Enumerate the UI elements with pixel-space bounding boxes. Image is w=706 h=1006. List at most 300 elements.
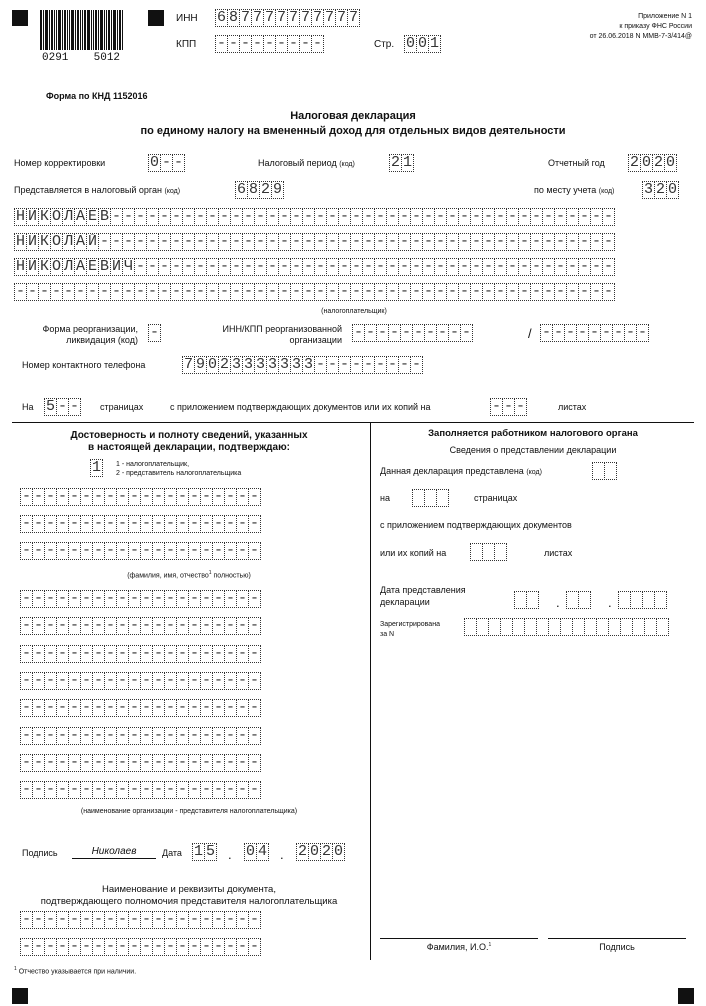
digit-cell[interactable]: - bbox=[351, 356, 361, 373]
digit-cell[interactable]: 3 bbox=[303, 356, 313, 373]
digit-cell[interactable]: - bbox=[387, 356, 397, 373]
empty-cell[interactable]: - bbox=[237, 754, 247, 771]
digit-cell[interactable]: 2 bbox=[629, 154, 639, 171]
digit-cell[interactable]: - bbox=[637, 324, 647, 341]
correction-cells[interactable] bbox=[148, 154, 184, 172]
empty-cell[interactable]: - bbox=[33, 645, 43, 662]
empty-cell[interactable]: - bbox=[21, 617, 31, 634]
phone-cells[interactable] bbox=[182, 356, 422, 374]
digit-cell[interactable]: - bbox=[399, 356, 409, 373]
digit-cell[interactable]: - bbox=[183, 283, 193, 300]
empty-cell[interactable]: - bbox=[177, 699, 187, 716]
digit-cell[interactable]: - bbox=[543, 233, 553, 250]
digit-cell[interactable]: 0 bbox=[207, 356, 217, 373]
digit-cell[interactable]: - bbox=[183, 233, 193, 250]
empty-cell[interactable]: - bbox=[153, 911, 163, 928]
digit-cell[interactable]: - bbox=[147, 233, 157, 250]
empty-cell[interactable]: - bbox=[57, 617, 67, 634]
empty-cell[interactable]: - bbox=[141, 699, 151, 716]
empty-cell[interactable]: - bbox=[141, 911, 151, 928]
digit-cell[interactable]: - bbox=[613, 324, 623, 341]
digit-cell[interactable]: - bbox=[51, 283, 61, 300]
digit-cell[interactable]: 2 bbox=[321, 843, 331, 860]
empty-cell[interactable]: - bbox=[21, 781, 31, 798]
digit-cell[interactable]: Л bbox=[63, 258, 73, 275]
empty-cell[interactable]: - bbox=[177, 938, 187, 955]
digit-cell[interactable]: 2 bbox=[260, 181, 270, 198]
empty-cell[interactable]: - bbox=[33, 727, 43, 744]
empty-cell[interactable]: - bbox=[117, 938, 127, 955]
empty-cell[interactable]: - bbox=[213, 911, 223, 928]
date-day-cells[interactable] bbox=[192, 843, 216, 861]
digit-cell[interactable]: - bbox=[147, 208, 157, 225]
empty-cell[interactable]: - bbox=[237, 938, 247, 955]
digit-cell[interactable]: 7 bbox=[264, 9, 274, 26]
place-cells[interactable] bbox=[642, 181, 678, 199]
digit-cell[interactable]: - bbox=[515, 398, 525, 415]
empty-cell[interactable]: - bbox=[57, 938, 67, 955]
digit-cell[interactable]: - bbox=[411, 208, 421, 225]
digit-cell[interactable]: - bbox=[507, 258, 517, 275]
empty-cell[interactable]: - bbox=[201, 727, 211, 744]
empty-cell[interactable]: - bbox=[237, 699, 247, 716]
digit-cell[interactable]: - bbox=[288, 35, 298, 52]
empty-cell[interactable]: - bbox=[249, 590, 259, 607]
digit-cell[interactable]: - bbox=[459, 233, 469, 250]
empty-cell[interactable]: - bbox=[57, 727, 67, 744]
digit-cell[interactable]: - bbox=[339, 258, 349, 275]
digit-cell[interactable]: - bbox=[207, 258, 217, 275]
digit-cell[interactable]: 0 bbox=[665, 154, 675, 171]
digit-cell[interactable]: 1 bbox=[429, 35, 439, 52]
empty-cell[interactable]: - bbox=[165, 911, 175, 928]
digit-cell[interactable]: - bbox=[603, 258, 613, 275]
empty-cell[interactable]: - bbox=[33, 911, 43, 928]
empty-cell[interactable]: - bbox=[141, 617, 151, 634]
empty-cell[interactable]: - bbox=[225, 781, 235, 798]
digit-cell[interactable]: - bbox=[135, 258, 145, 275]
empty-cell[interactable]: - bbox=[177, 754, 187, 771]
digit-cell[interactable]: - bbox=[423, 258, 433, 275]
empty-cell[interactable] bbox=[654, 591, 667, 609]
empty-cell[interactable]: - bbox=[201, 488, 211, 505]
digit-cell[interactable]: 1 bbox=[402, 154, 412, 171]
attach-cells[interactable] bbox=[490, 398, 526, 416]
empty-cell[interactable]: - bbox=[69, 781, 79, 798]
empty-cell[interactable]: - bbox=[105, 542, 115, 559]
empty-cell[interactable]: - bbox=[105, 488, 115, 505]
digit-cell[interactable]: - bbox=[99, 283, 109, 300]
digit-cell[interactable]: - bbox=[264, 35, 274, 52]
digit-cell[interactable]: Е bbox=[87, 258, 97, 275]
empty-cell[interactable]: - bbox=[189, 754, 199, 771]
digit-cell[interactable]: - bbox=[449, 324, 459, 341]
taxpayer-row-1[interactable] bbox=[14, 208, 614, 226]
empty-cell[interactable]: - bbox=[57, 488, 67, 505]
digit-cell[interactable]: - bbox=[39, 283, 49, 300]
digit-cell[interactable]: - bbox=[111, 283, 121, 300]
digit-cell[interactable]: 7 bbox=[324, 9, 334, 26]
digit-cell[interactable]: - bbox=[531, 283, 541, 300]
digit-cell[interactable]: - bbox=[363, 283, 373, 300]
digit-cell[interactable]: - bbox=[231, 283, 241, 300]
empty-cell[interactable]: - bbox=[57, 911, 67, 928]
empty-cell[interactable]: - bbox=[129, 911, 139, 928]
empty-cell[interactable]: - bbox=[21, 672, 31, 689]
digit-cell[interactable]: - bbox=[135, 208, 145, 225]
digit-cell[interactable]: - bbox=[589, 324, 599, 341]
empty-cell[interactable]: - bbox=[69, 645, 79, 662]
digit-cell[interactable]: - bbox=[491, 398, 501, 415]
digit-cell[interactable]: - bbox=[135, 233, 145, 250]
digit-cell[interactable]: - bbox=[351, 208, 361, 225]
digit-cell[interactable]: Н bbox=[15, 233, 25, 250]
digit-cell[interactable]: - bbox=[327, 283, 337, 300]
digit-cell[interactable]: - bbox=[461, 324, 471, 341]
empty-cell[interactable]: - bbox=[177, 911, 187, 928]
empty-cell[interactable]: - bbox=[21, 911, 31, 928]
digit-cell[interactable]: - bbox=[495, 283, 505, 300]
year-cells[interactable] bbox=[628, 154, 676, 172]
empty-cell[interactable]: - bbox=[141, 488, 151, 505]
digit-cell[interactable]: - bbox=[231, 208, 241, 225]
empty-cell[interactable]: - bbox=[129, 617, 139, 634]
empty-cell[interactable]: - bbox=[45, 645, 55, 662]
empty-cell[interactable]: - bbox=[189, 672, 199, 689]
digit-cell[interactable]: - bbox=[255, 208, 265, 225]
digit-cell[interactable]: - bbox=[483, 233, 493, 250]
empty-cell[interactable]: - bbox=[117, 754, 127, 771]
empty-cell[interactable]: - bbox=[249, 672, 259, 689]
digit-cell[interactable]: - bbox=[447, 258, 457, 275]
empty-cell[interactable]: - bbox=[141, 515, 151, 532]
date-month-cells[interactable] bbox=[244, 843, 268, 861]
empty-cell[interactable]: - bbox=[213, 542, 223, 559]
digit-cell[interactable]: - bbox=[495, 208, 505, 225]
empty-cell[interactable]: - bbox=[57, 542, 67, 559]
empty-cell[interactable]: - bbox=[237, 727, 247, 744]
empty-cell[interactable]: - bbox=[93, 938, 103, 955]
digit-cell[interactable]: - bbox=[207, 233, 217, 250]
empty-cell[interactable]: - bbox=[201, 754, 211, 771]
empty-cell[interactable]: - bbox=[33, 938, 43, 955]
digit-cell[interactable]: 0 bbox=[245, 843, 255, 860]
empty-cell[interactable]: - bbox=[201, 911, 211, 928]
digit-cell[interactable]: - bbox=[447, 208, 457, 225]
empty-cell[interactable]: - bbox=[249, 727, 259, 744]
empty-cell[interactable]: - bbox=[165, 699, 175, 716]
empty-cell[interactable]: - bbox=[153, 699, 163, 716]
digit-cell[interactable]: - bbox=[135, 283, 145, 300]
reorg-kpp-cells[interactable] bbox=[540, 324, 648, 342]
empty-cell[interactable]: - bbox=[189, 781, 199, 798]
empty-cell[interactable]: - bbox=[81, 754, 91, 771]
empty-cell[interactable]: - bbox=[201, 515, 211, 532]
digit-cell[interactable]: - bbox=[387, 233, 397, 250]
confirm-cells[interactable] bbox=[90, 459, 102, 477]
digit-cell[interactable]: - bbox=[240, 35, 250, 52]
digit-cell[interactable]: - bbox=[555, 233, 565, 250]
digit-cell[interactable]: - bbox=[555, 258, 565, 275]
empty-cell[interactable]: - bbox=[201, 781, 211, 798]
empty-cell[interactable]: - bbox=[33, 542, 43, 559]
reorg-form-cells[interactable] bbox=[148, 324, 160, 342]
digit-cell[interactable]: - bbox=[171, 208, 181, 225]
empty-cell[interactable]: - bbox=[225, 617, 235, 634]
empty-cell[interactable]: - bbox=[141, 590, 151, 607]
digit-cell[interactable]: 1 bbox=[91, 459, 101, 476]
digit-cell[interactable]: - bbox=[435, 258, 445, 275]
empty-cell[interactable]: - bbox=[189, 727, 199, 744]
digit-cell[interactable]: - bbox=[111, 208, 121, 225]
empty-cell[interactable]: - bbox=[129, 488, 139, 505]
empty-cell[interactable]: - bbox=[153, 515, 163, 532]
digit-cell[interactable]: 4 bbox=[257, 843, 267, 860]
digit-cell[interactable]: 7 bbox=[183, 356, 193, 373]
empty-cell[interactable]: - bbox=[225, 488, 235, 505]
digit-cell[interactable]: - bbox=[377, 324, 387, 341]
digit-cell[interactable]: - bbox=[303, 258, 313, 275]
empty-cell[interactable]: - bbox=[45, 911, 55, 928]
digit-cell[interactable]: - bbox=[567, 258, 577, 275]
digit-cell[interactable]: - bbox=[399, 283, 409, 300]
digit-cell[interactable]: - bbox=[577, 324, 587, 341]
empty-cell[interactable]: - bbox=[189, 699, 199, 716]
digit-cell[interactable]: 2 bbox=[297, 843, 307, 860]
digit-cell[interactable]: 3 bbox=[231, 356, 241, 373]
empty-cell[interactable]: - bbox=[81, 488, 91, 505]
digit-cell[interactable]: - bbox=[387, 258, 397, 275]
digit-cell[interactable]: - bbox=[27, 283, 37, 300]
signature-value[interactable]: Николаев bbox=[72, 846, 156, 859]
empty-cell[interactable]: - bbox=[237, 911, 247, 928]
digit-cell[interactable]: - bbox=[519, 208, 529, 225]
digit-cell[interactable]: - bbox=[555, 208, 565, 225]
org-row-2[interactable] bbox=[20, 617, 260, 635]
digit-cell[interactable]: - bbox=[279, 258, 289, 275]
empty-cell[interactable]: - bbox=[213, 488, 223, 505]
digit-cell[interactable]: В bbox=[99, 208, 109, 225]
digit-cell[interactable]: 1 bbox=[193, 843, 203, 860]
digit-cell[interactable]: - bbox=[531, 258, 541, 275]
digit-cell[interactable]: - bbox=[543, 258, 553, 275]
digit-cell[interactable]: 3 bbox=[643, 181, 653, 198]
empty-cell[interactable]: - bbox=[249, 699, 259, 716]
digit-cell[interactable]: А bbox=[75, 258, 85, 275]
empty-cell[interactable]: - bbox=[105, 617, 115, 634]
digit-cell[interactable]: - bbox=[351, 283, 361, 300]
digit-cell[interactable]: - bbox=[312, 35, 322, 52]
empty-cell[interactable]: - bbox=[69, 617, 79, 634]
org-row-7[interactable] bbox=[20, 754, 260, 772]
org-row-4[interactable] bbox=[20, 672, 260, 690]
empty-cell[interactable]: - bbox=[21, 488, 31, 505]
digit-cell[interactable]: - bbox=[603, 233, 613, 250]
right-date-year[interactable] bbox=[618, 591, 666, 609]
digit-cell[interactable]: - bbox=[567, 283, 577, 300]
digit-cell[interactable]: - bbox=[483, 258, 493, 275]
empty-cell[interactable]: - bbox=[45, 515, 55, 532]
digit-cell[interactable]: - bbox=[401, 324, 411, 341]
empty-cell[interactable]: - bbox=[33, 699, 43, 716]
digit-cell[interactable]: - bbox=[267, 233, 277, 250]
page-cells[interactable] bbox=[404, 35, 440, 53]
empty-cell[interactable]: - bbox=[237, 590, 247, 607]
digit-cell[interactable]: - bbox=[459, 283, 469, 300]
org-row-1[interactable] bbox=[20, 590, 260, 608]
empty-cell[interactable]: - bbox=[21, 938, 31, 955]
digit-cell[interactable]: 7 bbox=[288, 9, 298, 26]
empty-cell[interactable]: - bbox=[129, 727, 139, 744]
digit-cell[interactable]: - bbox=[591, 258, 601, 275]
digit-cell[interactable]: - bbox=[303, 283, 313, 300]
empty-cell[interactable]: - bbox=[237, 542, 247, 559]
empty-cell[interactable]: - bbox=[249, 617, 259, 634]
digit-cell[interactable]: К bbox=[39, 208, 49, 225]
digit-cell[interactable]: - bbox=[243, 258, 253, 275]
digit-cell[interactable]: - bbox=[435, 208, 445, 225]
digit-cell[interactable]: - bbox=[471, 208, 481, 225]
empty-cell[interactable]: - bbox=[81, 781, 91, 798]
empty-cell[interactable]: - bbox=[225, 727, 235, 744]
digit-cell[interactable]: - bbox=[531, 233, 541, 250]
digit-cell[interactable]: - bbox=[601, 324, 611, 341]
digit-cell[interactable]: - bbox=[327, 208, 337, 225]
digit-cell[interactable]: - bbox=[183, 208, 193, 225]
empty-cell[interactable]: - bbox=[213, 754, 223, 771]
empty-cell[interactable]: - bbox=[153, 488, 163, 505]
digit-cell[interactable]: - bbox=[519, 233, 529, 250]
digit-cell[interactable]: - bbox=[399, 208, 409, 225]
digit-cell[interactable]: - bbox=[279, 208, 289, 225]
empty-cell[interactable] bbox=[604, 462, 617, 480]
empty-cell[interactable]: - bbox=[153, 645, 163, 662]
empty-cell[interactable]: - bbox=[237, 781, 247, 798]
empty-cell[interactable]: - bbox=[165, 617, 175, 634]
empty-cell[interactable]: - bbox=[33, 781, 43, 798]
empty-cell[interactable]: - bbox=[69, 590, 79, 607]
reorg-inn-cells[interactable] bbox=[352, 324, 472, 342]
digit-cell[interactable]: - bbox=[315, 258, 325, 275]
digit-cell[interactable]: - bbox=[243, 208, 253, 225]
digit-cell[interactable]: - bbox=[351, 233, 361, 250]
empty-cell[interactable]: - bbox=[69, 672, 79, 689]
digit-cell[interactable]: - bbox=[519, 283, 529, 300]
digit-cell[interactable]: - bbox=[216, 35, 226, 52]
digit-cell[interactable]: - bbox=[75, 283, 85, 300]
empty-cell[interactable]: - bbox=[105, 938, 115, 955]
digit-cell[interactable]: - bbox=[591, 208, 601, 225]
digit-cell[interactable]: - bbox=[351, 258, 361, 275]
digit-cell[interactable]: - bbox=[123, 208, 133, 225]
digit-cell[interactable]: - bbox=[15, 283, 25, 300]
digit-cell[interactable]: 2 bbox=[390, 154, 400, 171]
digit-cell[interactable]: - bbox=[387, 283, 397, 300]
digit-cell[interactable]: - bbox=[543, 283, 553, 300]
empty-cell[interactable]: - bbox=[153, 617, 163, 634]
digit-cell[interactable]: 5 bbox=[45, 398, 55, 415]
empty-cell[interactable]: - bbox=[237, 617, 247, 634]
empty-cell[interactable]: - bbox=[105, 727, 115, 744]
empty-cell[interactable]: - bbox=[129, 590, 139, 607]
digit-cell[interactable]: 3 bbox=[243, 356, 253, 373]
digit-cell[interactable]: - bbox=[437, 324, 447, 341]
empty-cell[interactable]: - bbox=[105, 911, 115, 928]
digit-cell[interactable]: - bbox=[228, 35, 238, 52]
digit-cell[interactable]: О bbox=[51, 208, 61, 225]
digit-cell[interactable]: - bbox=[507, 208, 517, 225]
digit-cell[interactable]: - bbox=[159, 233, 169, 250]
digit-cell[interactable]: И bbox=[111, 258, 121, 275]
fio-row-2[interactable] bbox=[20, 515, 260, 533]
empty-cell[interactable] bbox=[526, 591, 539, 609]
digit-cell[interactable]: - bbox=[327, 233, 337, 250]
kpp-cells[interactable] bbox=[215, 35, 323, 53]
empty-cell[interactable]: - bbox=[177, 488, 187, 505]
digit-cell[interactable]: - bbox=[195, 283, 205, 300]
digit-cell[interactable]: - bbox=[387, 208, 397, 225]
empty-cell[interactable]: - bbox=[117, 911, 127, 928]
digit-cell[interactable]: - bbox=[255, 283, 265, 300]
empty-cell[interactable]: - bbox=[141, 754, 151, 771]
empty-cell[interactable]: - bbox=[93, 515, 103, 532]
empty-cell[interactable]: - bbox=[93, 617, 103, 634]
digit-cell[interactable]: К bbox=[39, 233, 49, 250]
digit-cell[interactable]: - bbox=[363, 233, 373, 250]
digit-cell[interactable]: - bbox=[123, 233, 133, 250]
digit-cell[interactable]: О bbox=[51, 233, 61, 250]
empty-cell[interactable]: - bbox=[249, 645, 259, 662]
tax-authority-cells[interactable] bbox=[235, 181, 283, 199]
empty-cell[interactable]: - bbox=[177, 617, 187, 634]
digit-cell[interactable]: - bbox=[363, 258, 373, 275]
empty-cell[interactable]: - bbox=[165, 781, 175, 798]
empty-cell[interactable]: - bbox=[105, 672, 115, 689]
empty-cell[interactable] bbox=[494, 543, 507, 561]
empty-cell[interactable]: - bbox=[93, 590, 103, 607]
digit-cell[interactable]: Л bbox=[63, 208, 73, 225]
empty-cell[interactable]: - bbox=[69, 911, 79, 928]
empty-cell[interactable]: - bbox=[141, 938, 151, 955]
empty-cell[interactable]: - bbox=[69, 938, 79, 955]
digit-cell[interactable]: 0 bbox=[333, 843, 343, 860]
empty-cell[interactable]: - bbox=[249, 938, 259, 955]
empty-cell[interactable]: - bbox=[141, 781, 151, 798]
period-cells[interactable] bbox=[389, 154, 413, 172]
empty-cell[interactable]: - bbox=[165, 645, 175, 662]
empty-cell[interactable]: - bbox=[165, 488, 175, 505]
empty-cell[interactable]: - bbox=[165, 590, 175, 607]
digit-cell[interactable]: 6 bbox=[216, 9, 226, 26]
digit-cell[interactable]: - bbox=[375, 233, 385, 250]
empty-cell[interactable]: - bbox=[153, 590, 163, 607]
digit-cell[interactable]: - bbox=[447, 283, 457, 300]
empty-cell[interactable]: - bbox=[189, 542, 199, 559]
digit-cell[interactable]: И bbox=[27, 208, 37, 225]
right-pages-cells[interactable] bbox=[412, 489, 448, 507]
digit-cell[interactable]: 7 bbox=[300, 9, 310, 26]
empty-cell[interactable]: - bbox=[45, 781, 55, 798]
empty-cell[interactable]: - bbox=[189, 938, 199, 955]
digit-cell[interactable]: - bbox=[231, 258, 241, 275]
empty-cell[interactable]: - bbox=[69, 515, 79, 532]
empty-cell[interactable]: - bbox=[225, 542, 235, 559]
digit-cell[interactable]: - bbox=[327, 258, 337, 275]
digit-cell[interactable]: - bbox=[353, 324, 363, 341]
org-row-5[interactable] bbox=[20, 699, 260, 717]
empty-cell[interactable]: - bbox=[69, 754, 79, 771]
empty-cell[interactable]: - bbox=[105, 645, 115, 662]
